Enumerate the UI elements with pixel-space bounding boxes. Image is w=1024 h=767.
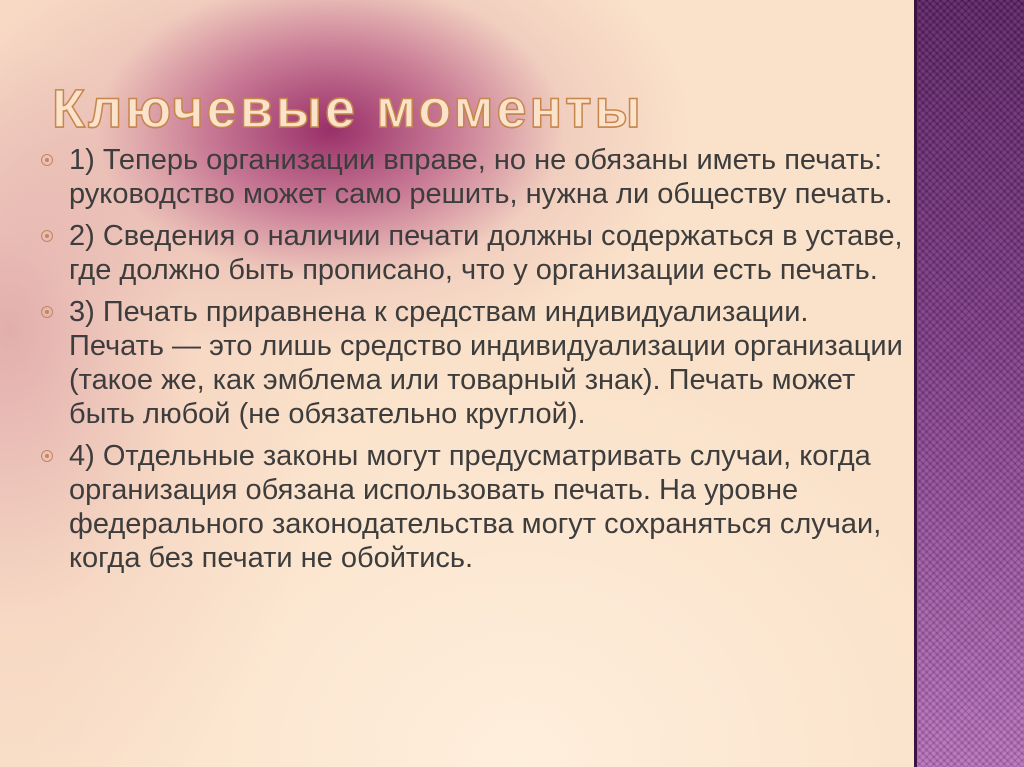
circle-dot-bullet-icon bbox=[41, 450, 53, 462]
circle-dot-bullet-icon bbox=[41, 154, 53, 166]
bullet-text: 4) Отдельные законы могут предусматривать случаи, когда организация обязана использовать печать. На уровне федерального законодательства могут сохраняться случаи, когда без печати не обойтись. bbox=[69, 440, 882, 574]
circle-dot-bullet-icon bbox=[41, 306, 53, 318]
bullet-text: 3) Печать приравнена к средствам индивидуализации. Печать — это лишь средство индивидуализации организации (такое же, как эмблема или товарный знак). Печать может быть любой (не обязательно круглой). bbox=[69, 296, 903, 430]
bullet-point-3 bbox=[40, 295, 910, 431]
bullet-point-4 bbox=[40, 439, 910, 575]
bullet-text: 1) Теперь организации вправе, но не обязаны иметь печать: руководство может само решить, нужна ли обществу печать. bbox=[69, 144, 893, 210]
bullet-point-2 bbox=[40, 219, 910, 287]
bullet-list bbox=[40, 143, 910, 583]
bullet-point-1 bbox=[40, 143, 910, 211]
bullet-text: 2) Сведения о наличии печати должны содержаться в уставе, где должно быть прописано, что у организации есть печать. bbox=[69, 220, 903, 286]
slide-title: Ключевые моменты bbox=[52, 79, 644, 139]
decorative-side-band bbox=[914, 0, 1024, 767]
circle-dot-bullet-icon bbox=[41, 230, 53, 242]
